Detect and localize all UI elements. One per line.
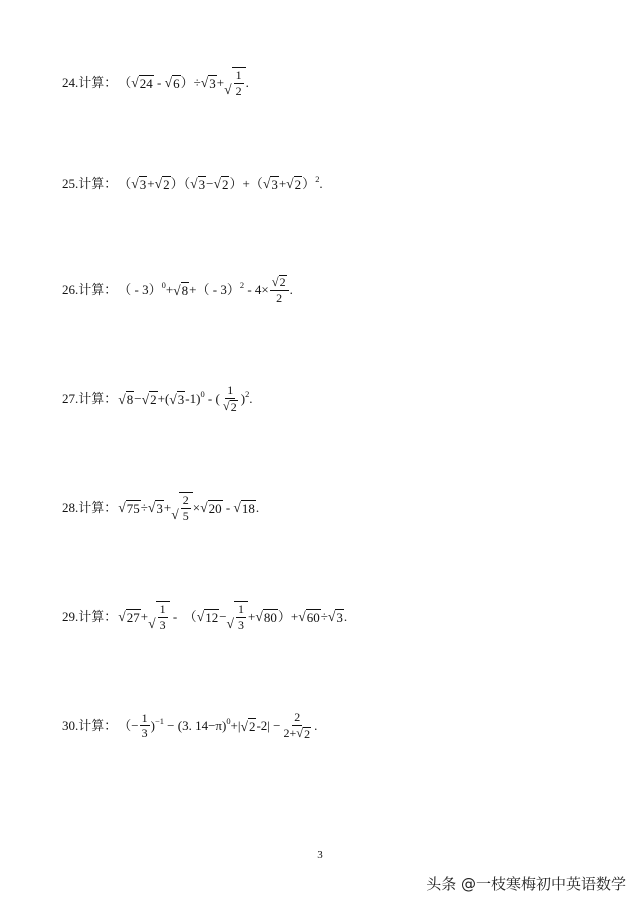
fraction <box>281 711 313 741</box>
math-text: ) <box>240 391 246 407</box>
square-root <box>118 391 134 406</box>
math-text: ）（ <box>170 176 191 191</box>
radicand: 3 <box>156 500 163 516</box>
math-text: ÷ <box>320 608 328 624</box>
math-text: . <box>255 499 260 515</box>
radical-sign: √ <box>226 616 235 632</box>
radicand <box>232 67 246 97</box>
math-text: ）+（ <box>229 176 263 191</box>
denominator <box>158 618 168 632</box>
radicand: 2 <box>230 399 237 414</box>
math-expression <box>118 711 317 741</box>
square-root <box>197 609 220 624</box>
radical-sign: √ <box>131 74 139 90</box>
fraction <box>234 69 244 97</box>
denominator <box>281 726 313 741</box>
radicand: 2 <box>221 177 229 192</box>
denominator <box>181 509 191 523</box>
numerator <box>236 603 246 618</box>
numerator <box>181 494 191 509</box>
exponent: 2 <box>239 279 245 290</box>
math-text: ÷ <box>140 499 148 515</box>
square-root <box>171 492 192 522</box>
square-root <box>272 275 287 289</box>
problem-24 <box>62 67 249 97</box>
math-text: - 4× <box>244 282 269 298</box>
radicand: 3 <box>177 392 185 408</box>
math-text: - （ <box>169 608 197 624</box>
math-text: +( <box>157 391 170 407</box>
square-root <box>148 500 164 515</box>
square-root <box>223 400 238 414</box>
math-text: +| <box>230 718 241 734</box>
fraction <box>158 603 168 631</box>
square-root <box>190 176 206 191</box>
radical-sign: √ <box>255 608 263 624</box>
fraction <box>181 494 191 522</box>
math-text: （− <box>118 718 139 734</box>
problem-label: 25.计算： <box>62 176 118 191</box>
square-root <box>233 500 256 515</box>
problem-label: 27.计算： <box>62 391 118 407</box>
fraction <box>236 603 246 631</box>
math-text: + <box>216 74 225 90</box>
math-text: 1 <box>227 383 234 397</box>
square-root <box>165 75 181 90</box>
denominator <box>236 618 246 632</box>
numerator <box>140 712 150 727</box>
numerator <box>234 69 244 84</box>
math-group <box>283 727 311 741</box>
math-text: 2+ <box>283 726 297 741</box>
problem-25 <box>62 173 323 192</box>
math-text: （ <box>118 74 132 90</box>
square-root <box>148 601 169 631</box>
math-text: 3 <box>159 617 166 632</box>
math-text: . <box>343 608 348 624</box>
square-root <box>328 609 344 624</box>
math-text: ） <box>302 176 316 191</box>
radical-sign: √ <box>173 282 181 298</box>
square-root <box>131 176 147 191</box>
square-root <box>173 282 189 297</box>
math-expression <box>118 173 323 192</box>
denominator <box>140 726 150 740</box>
radical-sign: √ <box>169 391 177 407</box>
square-root <box>227 601 248 631</box>
page-number: 3 <box>317 849 323 861</box>
math-expression <box>118 275 293 305</box>
problem-26 <box>62 275 293 305</box>
exponent: −1 <box>154 715 164 726</box>
radicand: 80 <box>263 609 277 625</box>
radicand: 2 <box>150 392 157 408</box>
fraction <box>270 275 289 305</box>
square-root <box>240 718 256 733</box>
problem-label: 28.计算： <box>62 499 118 515</box>
radical-sign: √ <box>327 608 336 624</box>
problem-29 <box>62 601 347 631</box>
radical-sign: √ <box>262 176 271 192</box>
math-text: ）+ <box>277 608 299 624</box>
fraction <box>221 384 240 414</box>
radical-sign: √ <box>213 176 221 192</box>
radicand: 75 <box>126 500 140 516</box>
problem-label: 29.计算： <box>62 608 118 624</box>
math-text: - <box>153 74 165 90</box>
math-text: +（ - 3） <box>189 282 240 298</box>
radicand: 3 <box>139 177 147 192</box>
square-root <box>296 727 311 741</box>
exponent: 2 <box>245 388 250 399</box>
radical-sign: √ <box>141 391 150 407</box>
radical-sign: √ <box>131 176 139 192</box>
radical-sign: √ <box>148 616 156 632</box>
watermark: 头条 @一枝寒梅初中英语数学 <box>426 875 626 893</box>
radicand: 2 <box>304 726 311 741</box>
square-root <box>118 500 141 515</box>
problem-27 <box>62 384 253 414</box>
square-root <box>298 609 321 624</box>
math-text: -1) <box>185 391 201 407</box>
math-text: 3 <box>238 617 245 632</box>
radicand: 8 <box>126 392 134 408</box>
radical-sign: √ <box>190 176 198 192</box>
radical-sign: √ <box>154 176 163 192</box>
math-text: （ - 3） <box>118 282 162 298</box>
radicand: 20 <box>208 500 222 516</box>
square-root <box>169 391 185 406</box>
radical-sign: √ <box>233 499 241 515</box>
exponent: 0 <box>161 279 166 290</box>
square-root <box>155 176 171 191</box>
exponent: 0 <box>226 715 231 726</box>
radicand: 24 <box>139 75 153 91</box>
radicand: 3 <box>336 609 343 625</box>
radicand: 3 <box>209 75 216 91</box>
math-text: ）÷ <box>180 74 201 90</box>
math-text: 1 <box>159 602 166 616</box>
radicand <box>156 601 170 631</box>
math-text: 1 <box>141 710 148 725</box>
radical-sign: √ <box>222 399 230 414</box>
math-text: × <box>192 499 201 515</box>
numerator <box>225 384 235 399</box>
math-text: − <box>219 608 227 624</box>
denominator <box>221 399 240 414</box>
radicand: 27 <box>126 609 140 625</box>
math-text: . <box>249 391 253 407</box>
square-root <box>263 176 279 191</box>
math-text: − <box>206 176 214 191</box>
square-root <box>201 75 217 90</box>
math-text: + <box>248 608 256 624</box>
radical-sign: √ <box>164 74 173 90</box>
math-text: ) <box>150 718 155 734</box>
math-text: . <box>314 718 318 734</box>
problem-label: 26.计算： <box>62 282 118 298</box>
math-text: − (3. 14−π) <box>163 718 227 734</box>
math-text: - <box>222 499 234 515</box>
math-expression <box>118 67 249 97</box>
numerator <box>158 603 168 618</box>
radicand: 8 <box>181 283 189 299</box>
math-text: 5 <box>182 508 189 523</box>
math-text: -2| − <box>256 718 281 734</box>
problem-30 <box>62 711 317 741</box>
square-root <box>255 609 278 624</box>
square-root <box>224 67 245 97</box>
radical-sign: √ <box>200 74 209 90</box>
radical-sign: √ <box>147 499 156 515</box>
exponent: 2 <box>315 173 320 184</box>
radicand <box>179 492 193 522</box>
radical-sign: √ <box>298 608 306 624</box>
radicand: 3 <box>198 177 206 192</box>
math-text: + <box>147 176 155 191</box>
math-text: - ( <box>204 391 220 407</box>
math-text: . <box>289 282 293 298</box>
radicand: 60 <box>306 609 320 625</box>
radical-sign: √ <box>118 608 126 624</box>
math-text: 2 <box>235 83 242 98</box>
radicand: 18 <box>241 500 255 516</box>
radicand: 2 <box>163 177 170 192</box>
math-text: 2 <box>182 493 189 507</box>
square-root <box>118 609 141 624</box>
math-text: + <box>140 608 149 624</box>
fraction <box>140 712 150 740</box>
square-root <box>131 75 154 90</box>
radicand: 3 <box>271 177 278 192</box>
math-expression <box>118 384 252 414</box>
exponent: 0 <box>200 388 205 399</box>
math-text: 2 <box>294 710 301 724</box>
radical-sign: √ <box>286 176 294 192</box>
radical-sign: √ <box>118 391 126 407</box>
radical-sign: √ <box>171 507 179 523</box>
math-text: . <box>245 74 249 90</box>
math-expression <box>118 601 347 631</box>
problem-28 <box>62 492 259 522</box>
radicand: 12 <box>205 609 219 625</box>
math-text: 1 <box>235 68 242 82</box>
square-root <box>213 176 229 191</box>
radicand: 2 <box>279 275 286 289</box>
radicand: 2 <box>294 177 302 192</box>
numerator <box>292 711 302 726</box>
radicand <box>234 601 248 631</box>
square-root <box>142 391 158 406</box>
radical-sign: √ <box>118 499 126 515</box>
radicand: 6 <box>173 75 180 91</box>
radical-sign: √ <box>271 274 279 289</box>
math-text: 1 <box>238 602 245 616</box>
radicand: 2 <box>248 719 256 735</box>
radical-sign: √ <box>196 608 205 624</box>
problem-label: 24.计算： <box>62 74 118 90</box>
numerator <box>270 275 289 291</box>
math-text: . <box>319 176 323 191</box>
math-text: （ <box>118 176 132 191</box>
radical-sign: √ <box>240 718 248 734</box>
radical-sign: √ <box>296 726 304 741</box>
math-text: + <box>165 282 174 298</box>
math-text: + <box>163 499 172 515</box>
square-root <box>286 176 302 191</box>
math-text: 2 <box>276 290 283 305</box>
math-text: + <box>278 176 287 191</box>
radical-sign: √ <box>224 82 232 98</box>
math-expression <box>118 492 259 522</box>
denominator <box>274 291 284 305</box>
problem-label: 30.计算： <box>62 718 118 734</box>
square-root <box>200 500 223 515</box>
math-text: − <box>134 391 142 407</box>
math-text: 3 <box>141 726 148 741</box>
radical-sign: √ <box>200 499 208 515</box>
denominator <box>234 84 244 98</box>
